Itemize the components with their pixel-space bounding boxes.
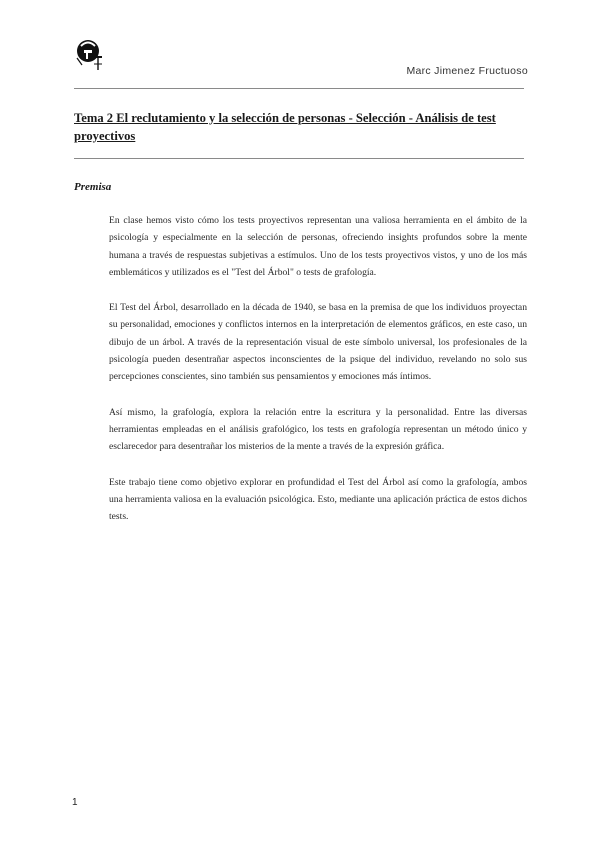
body-text xyxy=(109,212,527,543)
page-number: 1 xyxy=(72,797,78,808)
paragraph: El Test del Árbol, desarrollado en la década de 1940, se basa en la premisa de que los individuos proyectan su personalidad, emociones y conflictos internos en la interpretación de elementos gráficos, en este caso, un dibujo de un árbol. A través de la representación visual de este símbolo universal, los profesionales de la psicología pueden desentrañar aspectos inconscientes de la psique del individuo, revelando no solo sus percepciones conscientes, sino también sus pensamientos y emociones más íntimos. xyxy=(109,302,527,383)
title-divider xyxy=(74,158,524,159)
document-title: Tema 2 El reclutamiento y la selección de personas - Selección - Análisis de test proyectivos xyxy=(74,111,496,143)
paragraph: Así mismo, la grafología, explora la relación entre la escritura y la personalidad. Entre las diversas herramientas empleadas en el análisis grafológico, los tests en grafología representan un método único y esclarecedor para desentrañar los misterios de la mente a través de la expresión gráfica. xyxy=(109,406,527,453)
author-name: Marc Jimenez Fructuoso xyxy=(406,65,528,77)
section-heading: Premisa xyxy=(74,181,112,193)
paragraph: Este trabajo tiene como objetivo explorar en profundidad el Test del Árbol así como la grafología, ambos una herramienta valiosa en la evaluación psicológica. Esto, mediante una aplicación práctica de estos dichos tests. xyxy=(109,476,527,523)
header-divider xyxy=(74,88,524,89)
paragraph: En clase hemos visto cómo los tests proyectivos representan una valiosa herramienta en el ámbito de la psicología y especialmente en la selección de personas, ofreciendo insights profundos sobre la mente humana a través de respuestas subjetivas a estímulos. Uno de los tests proyectivos vistos, y uno de los más emblemáticos y utilizados es el "Test del Árbol" o tests de grafología. xyxy=(109,215,527,278)
university-crest-icon xyxy=(72,34,110,74)
